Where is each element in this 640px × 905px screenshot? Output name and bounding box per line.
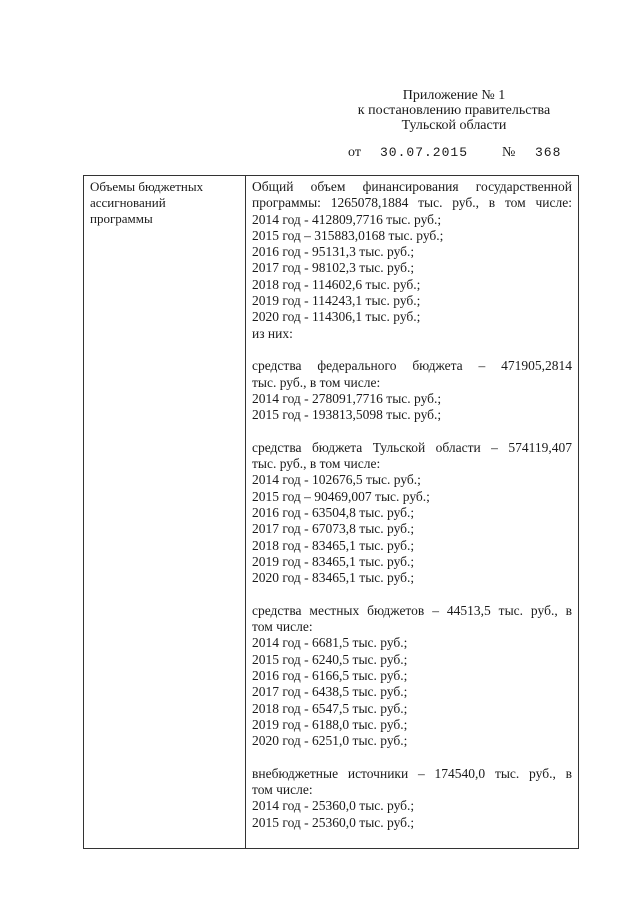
year-line: 2017 год - 67073,8 тыс. руб.; bbox=[252, 521, 415, 537]
total-amount: программы: 1265078,1884 тыс. руб., в том числе: bbox=[252, 195, 572, 211]
date-from-label: от bbox=[348, 145, 361, 160]
table-bottom-border bbox=[84, 848, 578, 849]
regional-subheading: тыс. руб., в том числе: bbox=[252, 456, 381, 472]
funding-details-cell bbox=[252, 179, 572, 831]
spacer bbox=[252, 749, 572, 765]
resolution-date: 30.07.2015 bbox=[380, 145, 469, 160]
year-line: 2015 год - 193813,5098 тыс. руб.; bbox=[252, 407, 442, 423]
resolution-number: 368 bbox=[535, 145, 562, 160]
resolution-dateline bbox=[348, 145, 562, 161]
row-label-cell bbox=[90, 179, 240, 227]
local-heading: средства местных бюджетов – 44513,5 тыс. руб., в bbox=[252, 602, 572, 618]
spacer bbox=[252, 342, 572, 358]
year-line: 2019 год - 83465,1 тыс. руб.; bbox=[252, 553, 415, 569]
row-label-line: программы bbox=[90, 211, 153, 226]
total-heading: Общий объем финансирования государственной bbox=[252, 179, 572, 194]
year-line: 2019 год - 6188,0 тыс. руб.; bbox=[252, 716, 408, 732]
year-line: 2020 год - 114306,1 тыс. руб.; bbox=[252, 309, 421, 325]
regional-heading: средства бюджета Тульской области – 574119,407 bbox=[252, 439, 572, 455]
extrabudget-subheading: том числе: bbox=[252, 781, 313, 797]
of-them-label: из них: bbox=[252, 325, 293, 341]
year-line: 2015 год – 90469,007 тыс. руб.; bbox=[252, 488, 430, 504]
row-label-line: Объемы бюджетных bbox=[90, 179, 204, 194]
spacer bbox=[252, 586, 572, 602]
column-divider bbox=[245, 176, 246, 849]
year-line: 2014 год - 102676,5 тыс. руб.; bbox=[252, 472, 421, 488]
year-line: 2014 год - 278091,7716 тыс. руб.; bbox=[252, 390, 442, 406]
year-line: 2015 год – 315883,0168 тыс. руб.; bbox=[252, 227, 444, 243]
year-line: 2018 год - 83465,1 тыс. руб.; bbox=[252, 537, 415, 553]
year-line: 2020 год - 6251,0 тыс. руб.; bbox=[252, 733, 408, 749]
year-line: 2020 год - 83465,1 тыс. руб.; bbox=[252, 570, 415, 586]
annex-header bbox=[330, 88, 578, 133]
local-subheading: том числе: bbox=[252, 619, 313, 635]
federal-subheading: тыс. руб., в том числе: bbox=[252, 374, 381, 390]
year-line: 2017 год - 98102,3 тыс. руб.; bbox=[252, 260, 415, 276]
year-line: 2015 год - 6240,5 тыс. руб.; bbox=[252, 651, 408, 667]
year-line: 2019 год - 114243,1 тыс. руб.; bbox=[252, 293, 421, 309]
year-line: 2015 год - 25360,0 тыс. руб.; bbox=[252, 814, 415, 830]
row-label-line: ассигнований bbox=[90, 195, 166, 210]
year-line: 2017 год - 6438,5 тыс. руб.; bbox=[252, 684, 408, 700]
year-line: 2014 год - 25360,0 тыс. руб.; bbox=[252, 798, 415, 814]
year-line: 2014 год - 412809,7716 тыс. руб.; bbox=[252, 211, 442, 227]
year-line: 2016 год - 95131,3 тыс. руб.; bbox=[252, 244, 415, 260]
spacer bbox=[252, 423, 572, 439]
budget-table bbox=[83, 175, 579, 849]
annex-region: Тульской области bbox=[401, 118, 507, 133]
year-line: 2016 год - 63504,8 тыс. руб.; bbox=[252, 504, 415, 520]
year-line: 2016 год - 6166,5 тыс. руб.; bbox=[252, 667, 408, 683]
extrabudget-heading: внебюджетные источники – 174540,0 тыс. руб., в bbox=[252, 765, 572, 781]
annex-subtitle: к постановлению правительства bbox=[357, 103, 551, 118]
year-line: 2014 год - 6681,5 тыс. руб.; bbox=[252, 635, 408, 651]
year-line: 2018 год - 114602,6 тыс. руб.; bbox=[252, 276, 421, 292]
federal-heading: средства федерального бюджета – 471905,2814 bbox=[252, 358, 572, 374]
annex-title: Приложение № 1 bbox=[402, 88, 506, 103]
number-label: № bbox=[502, 145, 516, 160]
year-line: 2018 год - 6547,5 тыс. руб.; bbox=[252, 700, 408, 716]
